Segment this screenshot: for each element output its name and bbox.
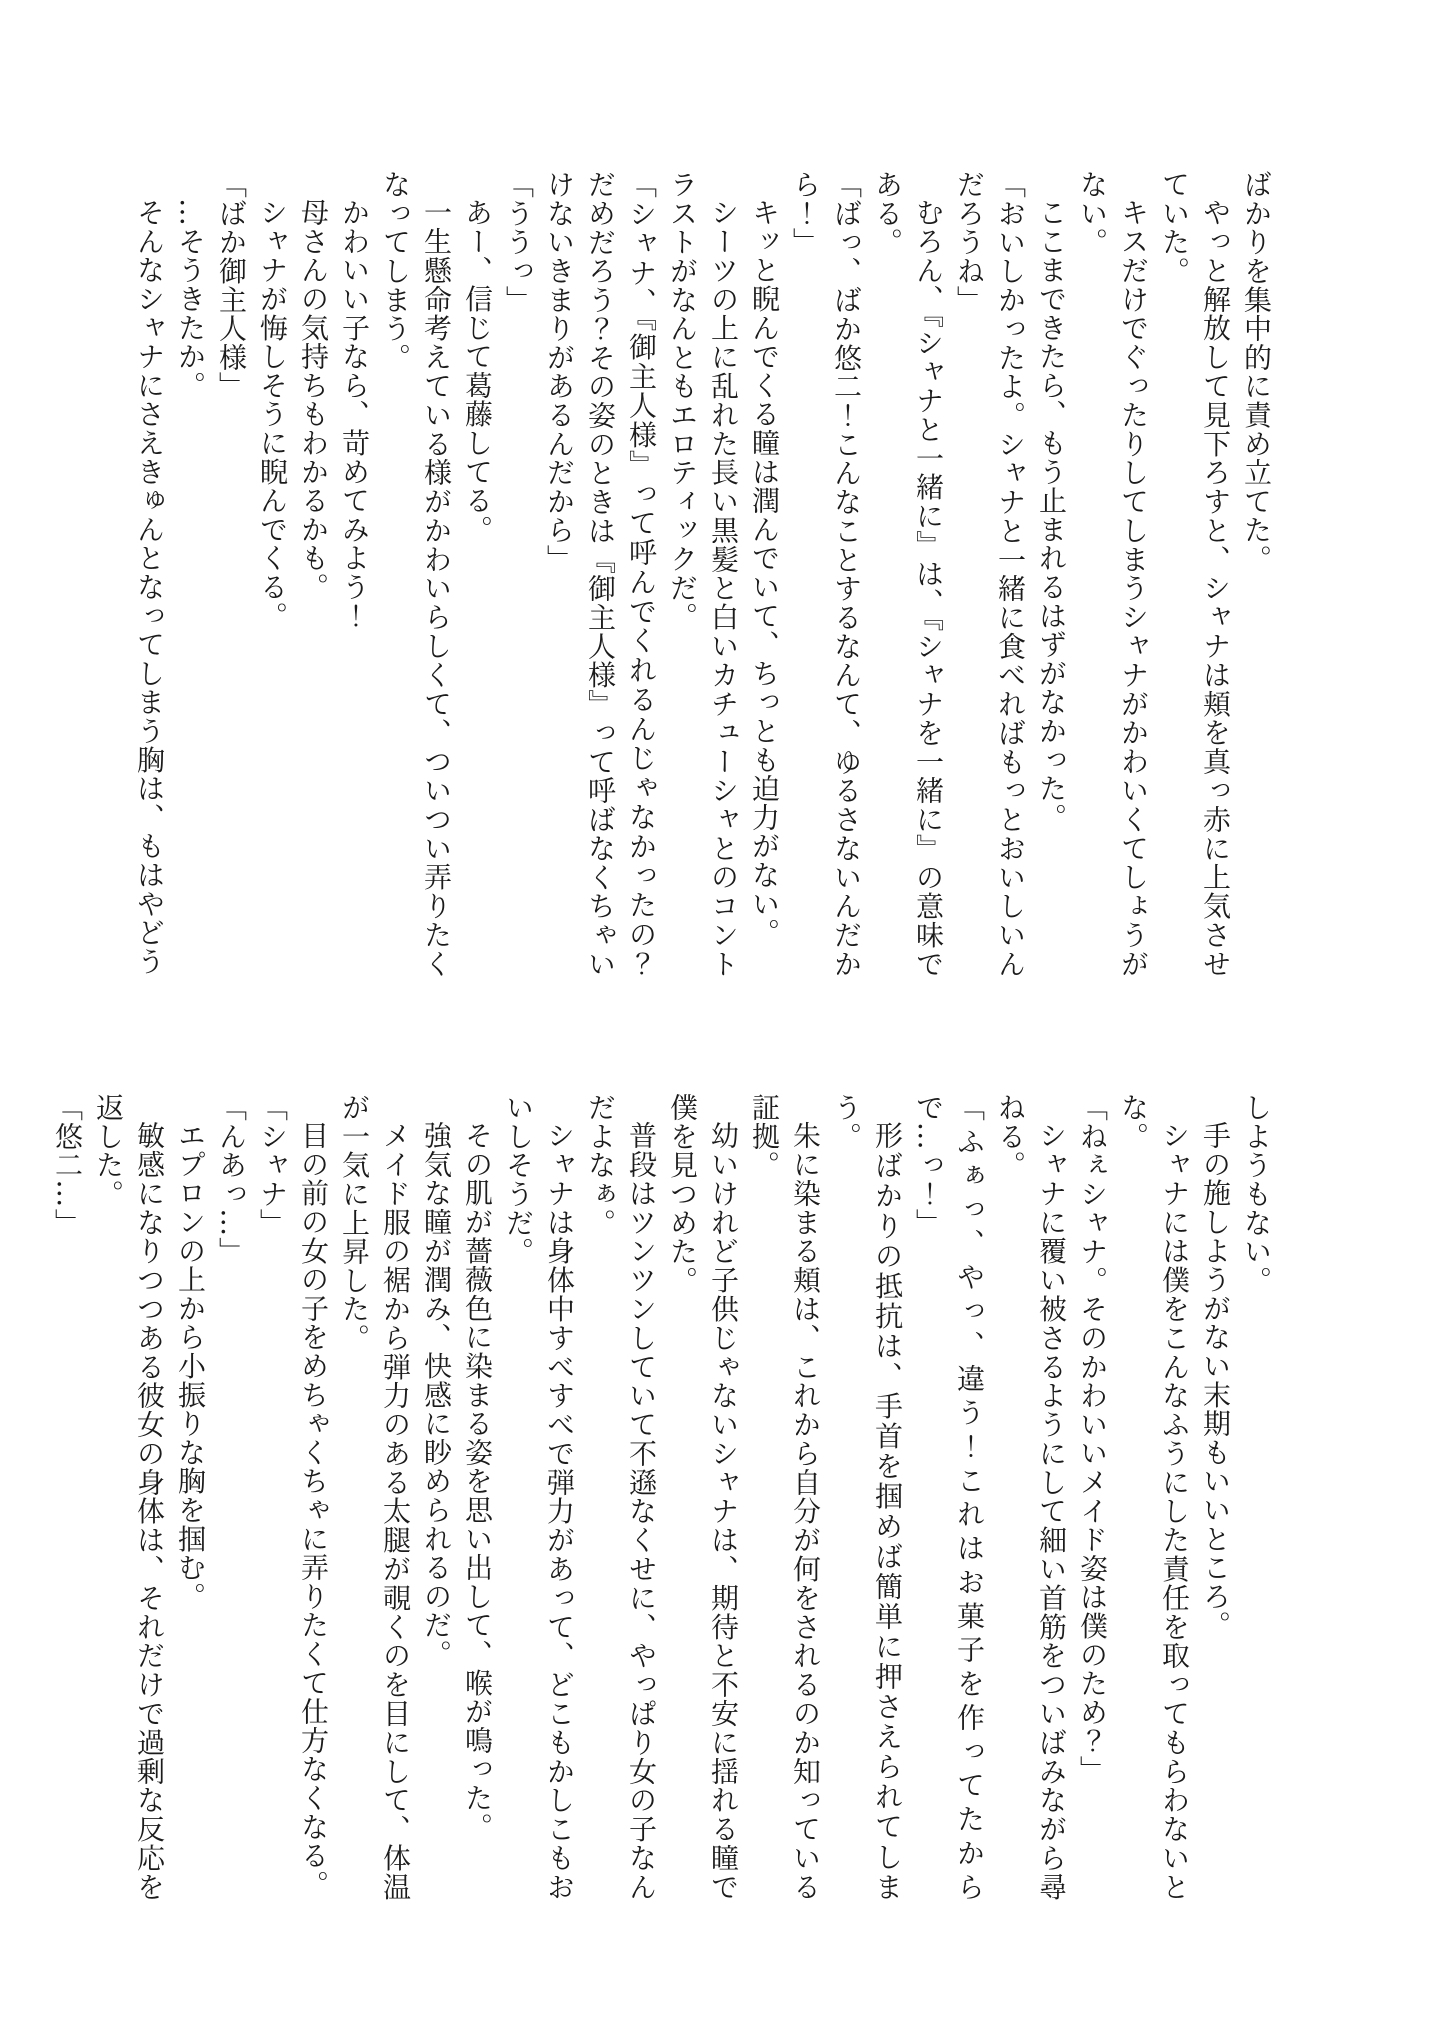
paragraph: 幼いけれど子供じゃないシャナは、期待と不安に揺れる瞳で僕を見つめた。 <box>666 1093 740 1901</box>
paragraph: 「ばっ、ばか悠二！こんなことするなんて、ゆるさないんだから！」 <box>789 170 863 978</box>
paragraph: 「おいしかったよ。シャナと一緒に食べればもっとおいしいんだろうね」 <box>953 170 1027 978</box>
paragraph: 普段はツンツンしていて不遜なくせに、やっぱり女の子なんだよなぁ。 <box>584 1093 658 1901</box>
paragraph: 目の前の女の子をめちゃくちゃに弄りたくて仕方なくなる。 <box>297 1121 330 1899</box>
text-block-top <box>129 170 1277 978</box>
paragraph: 「んあっ…」 <box>215 1093 248 1266</box>
paragraph: やっと解放して見下ろすと、シャナは頬を真っ赤に上気させていた。 <box>1158 170 1232 978</box>
paragraph: ばかりを集中的に責め立てた。 <box>1240 170 1273 574</box>
paragraph: メイド服の裾から弾力のある太腿が覗くのを目にして、体温が一気に上昇した。 <box>338 1093 412 1901</box>
paragraph: シャナに覆い被さるようにして細い首筋をついばみながら尋ねる。 <box>994 1093 1068 1901</box>
paragraph: むろん、『シャナと一緒に』は、『シャナを一緒に』の意味である。 <box>871 170 945 978</box>
text-block-bottom <box>47 1093 1277 1901</box>
paragraph: 「シャナ」 <box>256 1093 289 1237</box>
paragraph: 「ばか御主人様」 <box>215 170 248 401</box>
paragraph: 「シャナ、『御主人様』って呼んでくれるんじゃなかったの？だめだろう？その姿のときは『御主人様』って呼ばなくちゃいけないきまりがあるんだから」 <box>543 170 658 978</box>
paragraph: 一生懸命考えている様がかわいらしくて、ついつい弄りたくなってしまう。 <box>379 170 453 978</box>
paragraph: キッと睨んでくる瞳は潤んでいて、ちっとも迫力がない。 <box>748 198 781 947</box>
paragraph: シャナには僕をこんなふうにした責任を取ってもらわないとな。 <box>1117 1093 1191 1901</box>
paragraph: しようもない。 <box>1240 1093 1273 1295</box>
paragraph: 敏感になりつつある彼女の身体は、それだけで過剰な反応を返した。 <box>92 1093 166 1901</box>
paragraph: シーツの上に乱れた長い黒髪と白いカチューシャとのコントラストがなんともエロティックだ。 <box>666 170 740 978</box>
paragraph: 強気な瞳が潤み、快感に眇められるのだ。 <box>420 1121 453 1669</box>
paragraph: 朱に染まる頬は、これから自分が何をされるのか知っている証拠。 <box>748 1093 822 1901</box>
paragraph: あー、信じて葛藤してる。 <box>461 198 494 544</box>
paragraph: 「ねぇシャナ。そのかわいいメイド姿は僕のため？」 <box>1076 1093 1109 1785</box>
paragraph: その肌が薔薇色に染まる姿を思い出して、喉が鳴った。 <box>461 1121 494 1841</box>
paragraph: キスだけでぐったりしてしまうシャナがかわいくてしょうがない。 <box>1076 170 1150 978</box>
paragraph: かわいい子なら、苛めてみよう！ <box>338 198 371 630</box>
paragraph: 「ううっ」 <box>502 170 535 314</box>
paragraph: シャナは身体中すべすべで弾力があって、どこもかしこもおいしそうだ。 <box>502 1093 576 1901</box>
paragraph: そんなシャナにさえきゅんとなってしまう胸は、もはやどう <box>133 198 166 976</box>
paragraph: シャナが悔しそうに睨んでくる。 <box>256 198 289 630</box>
paragraph: 「ふぁっ、やっ、違う！これはお菓子を作ってたからで…っ！」 <box>912 1093 986 1901</box>
paragraph: …そうきたか。 <box>174 198 207 400</box>
paragraph: 母さんの気持ちもわかるかも。 <box>297 198 330 602</box>
paragraph: エプロンの上から小振りな胸を掴む。 <box>174 1121 207 1611</box>
paragraph: ここまできたら、もう止まれるはずがなかった。 <box>1035 198 1068 832</box>
paragraph: 手の施しようがない末期もいいところ。 <box>1199 1121 1232 1640</box>
paragraph: 「悠二…」 <box>51 1093 84 1237</box>
paragraph: 形ばかりの抵抗は、手首を掴めば簡単に押さえられてしまう。 <box>830 1093 904 1901</box>
